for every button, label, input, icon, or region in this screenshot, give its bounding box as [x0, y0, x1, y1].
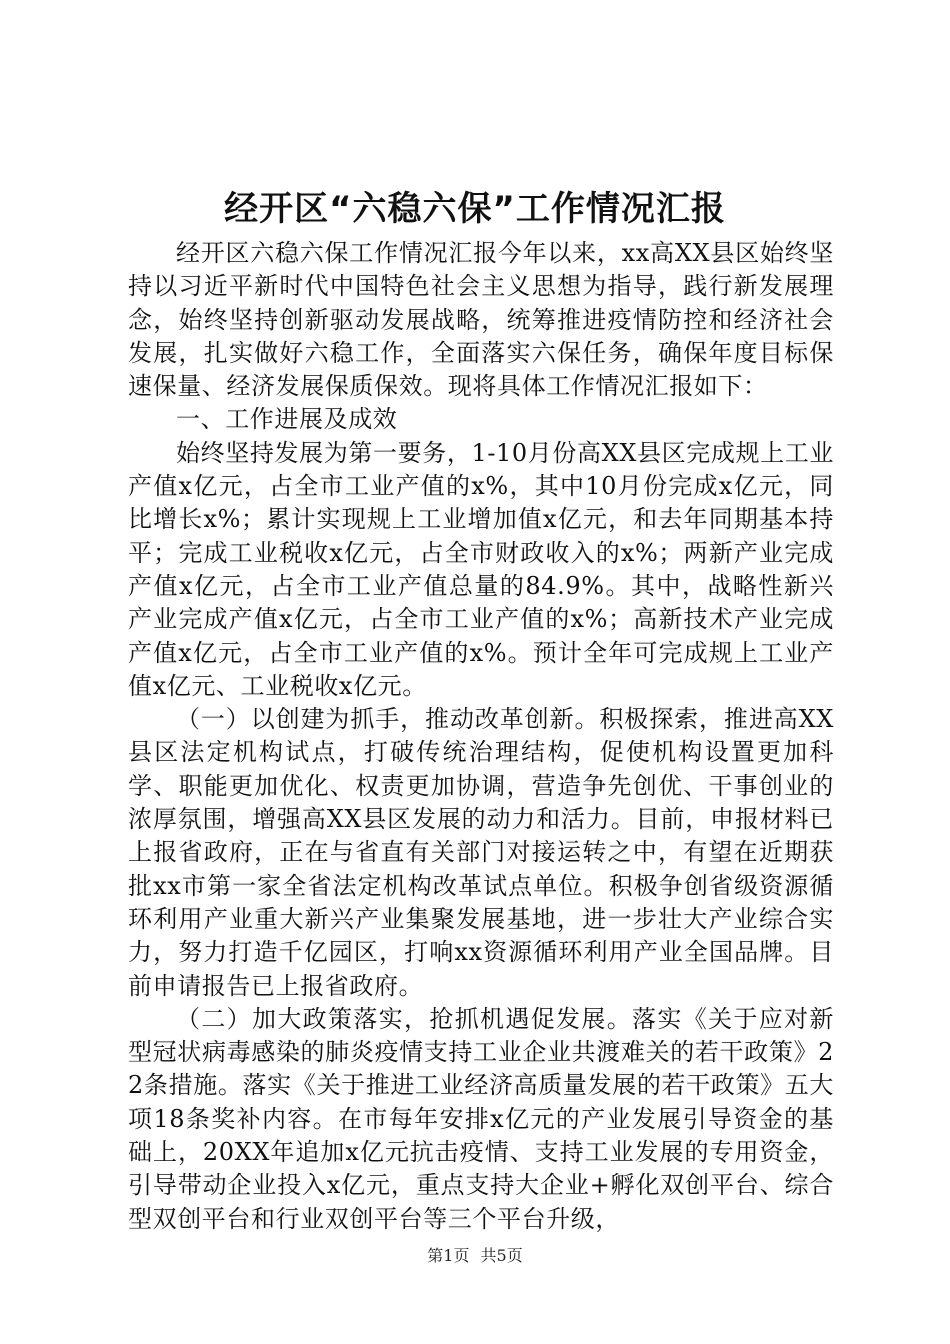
- document-body: [128, 237, 834, 1236]
- page-footer: [0, 1245, 950, 1267]
- page-number: 第1页: [427, 1246, 470, 1265]
- document-title: 经开区“六稳六保”工作情况汇报: [224, 189, 726, 229]
- paragraph-progress: 始终坚持发展为第一要务，1-10月份高XX县区完成规上工业产值x亿元，占全市工业产值的x%，其中10月份完成x亿元，同比增长x%；累计实现规上工业增加值x亿元，和去年同期基本持平；完成工业税收x亿元，占全市财政收入的x%；两新产业完成产值x亿元，占全市工业产值总量的84.9%。其中，战略性新兴产业完成产值x亿元，占全市工业产值的x%；高新技术产业完成产值x亿元，占全市工业产值的x%。预计全年可完成规上工业产值x亿元、工业税收x亿元。: [128, 438, 834, 700]
- paragraph-policy: （二）加大政策落实，抢抓机遇促发展。落实《关于应对新型冠状病毒感染的肺炎疫情支持工业企业共渡难关的若干政策》22条措施。落实《关于推进工业经济高质量发展的若干政策》五大项18条奖补内容。在市每年安排x亿元的产业发展引导资金的基础上，20XX年追加x亿元抗击疫情、支持工业发展的专用资金，引导带动企业投入x亿元，重点支持大企业+孵化双创平台、综合型双创平台和行业双创平台等三个平台升级，: [128, 1004, 834, 1233]
- paragraph-reform: （一）以创建为抓手，推动改革创新。积极探索，推进高XX县区法定机构试点，打破传统治理结构，促使机构设置更加科学、职能更加优化、权责更加协调，营造争先创优、干事创业的浓厚氛围，增强高XX县区发展的动力和活力。目前，申报材料已上报省政府，正在与省直有关部门对接运转之中，有望在近期获批xx市第一家全省法定机构改革试点单位。积极争创省级资源循环利用产业重大新兴产业集聚发展基地，进一步壮大产业综合实力，努力打造千亿园区，打响xx资源循环利用产业全国品牌。目前申请报告已上报省政府。: [128, 705, 834, 1000]
- section-heading: 一、工作进展及成效: [176, 405, 398, 434]
- paragraph-intro: 经开区六稳六保工作情况汇报今年以来，xx高XX县区始终坚持以习近平新时代中国特色社会主义思想为指导，践行新发展理念，始终坚持创新驱动发展战略，统筹推进疫情防控和经济社会发展，扎实做好六稳工作，全面落实六保任务，确保年度目标保速保量、经济发展保质保效。现将具体工作情况汇报如下：: [128, 239, 834, 401]
- page-total: 共5页: [480, 1246, 523, 1265]
